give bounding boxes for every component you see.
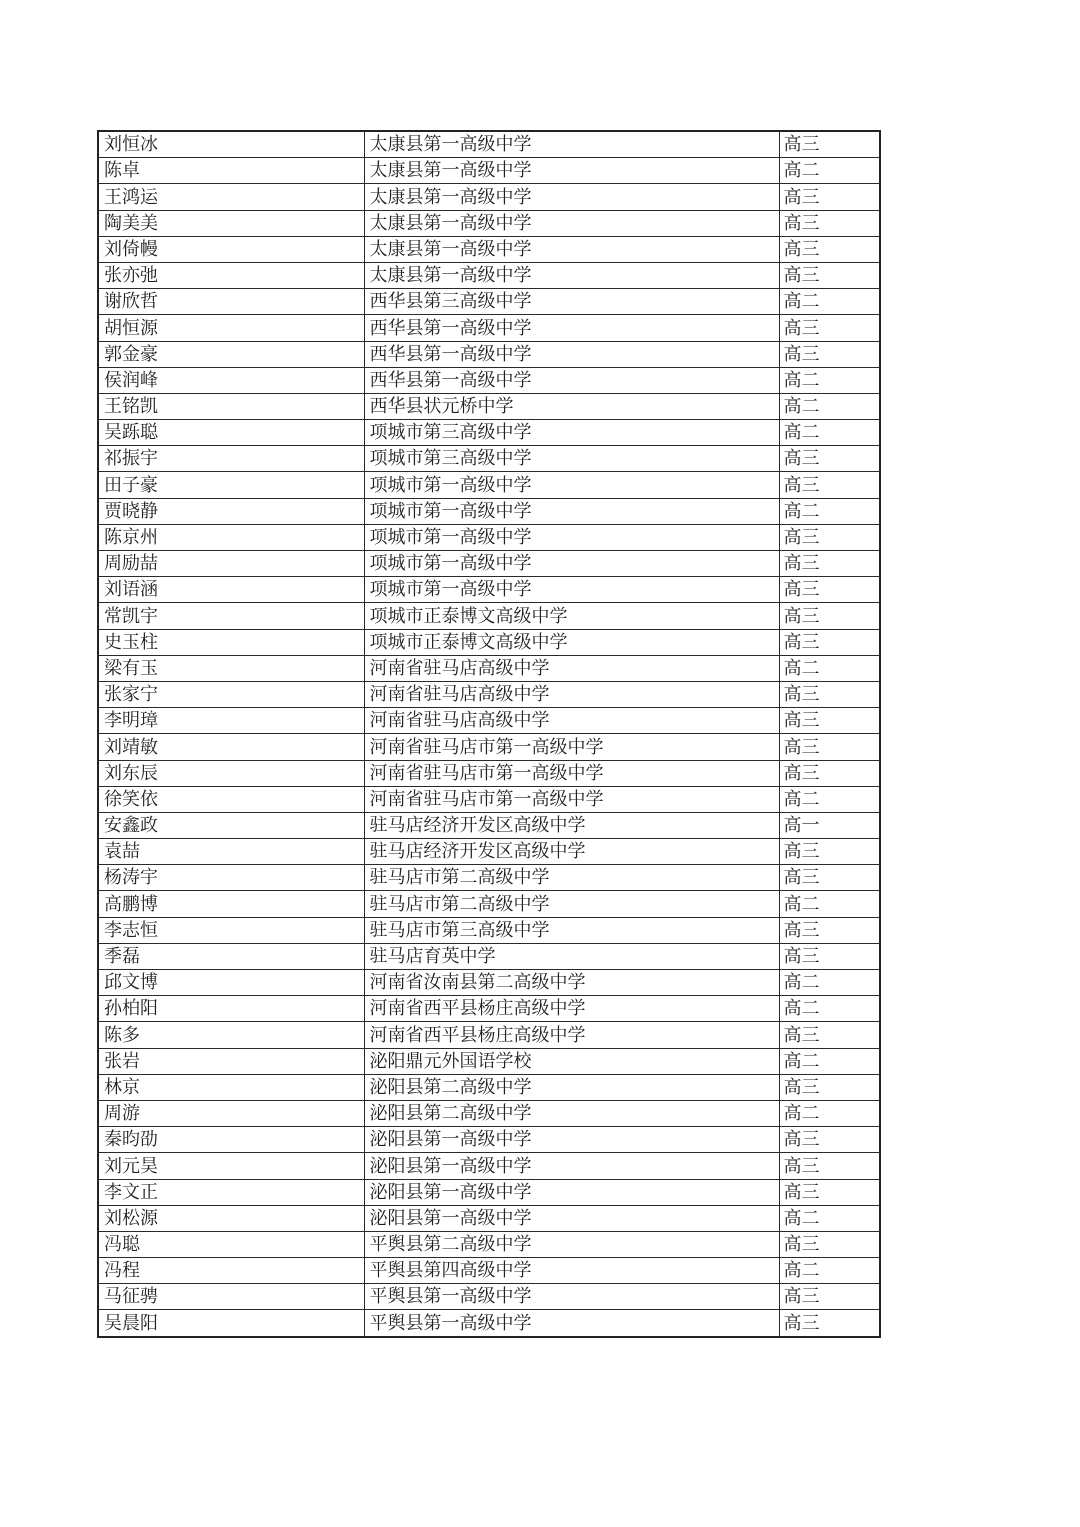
school-name-cell: 太康县第一高级中学 xyxy=(364,210,779,236)
student-name-cell: 徐笑依 xyxy=(98,786,364,812)
roster-body xyxy=(98,131,880,1337)
grade-level-cell: 高二 xyxy=(779,420,880,446)
student-name-cell: 袁喆 xyxy=(98,839,364,865)
grade-level-cell: 高三 xyxy=(779,236,880,262)
grade-level-cell: 高三 xyxy=(779,1022,880,1048)
student-name-cell: 孙柏阳 xyxy=(98,996,364,1022)
school-name-cell: 项城市正泰博文高级中学 xyxy=(364,629,779,655)
grade-level-cell: 高三 xyxy=(779,1179,880,1205)
student-name-cell: 邱文博 xyxy=(98,970,364,996)
table-row xyxy=(98,524,880,550)
student-name-cell: 冯聪 xyxy=(98,1231,364,1257)
student-name-cell: 秦昀劭 xyxy=(98,1127,364,1153)
grade-level-cell: 高三 xyxy=(779,1127,880,1153)
student-name-cell: 安鑫政 xyxy=(98,812,364,838)
grade-level-cell: 高二 xyxy=(779,367,880,393)
table-row xyxy=(98,943,880,969)
table-row xyxy=(98,210,880,236)
grade-level-cell: 高二 xyxy=(779,289,880,315)
grade-level-cell: 高三 xyxy=(779,708,880,734)
grade-level-cell: 高三 xyxy=(779,524,880,550)
grade-level-cell: 高三 xyxy=(779,341,880,367)
school-name-cell: 泌阳县第二高级中学 xyxy=(364,1074,779,1100)
table-row xyxy=(98,996,880,1022)
grade-level-cell: 高二 xyxy=(779,1048,880,1074)
table-row xyxy=(98,1205,880,1231)
student-name-cell: 郭金豪 xyxy=(98,341,364,367)
table-row xyxy=(98,1153,880,1179)
student-name-cell: 贾晓静 xyxy=(98,498,364,524)
school-name-cell: 西华县第三高级中学 xyxy=(364,289,779,315)
student-name-cell: 冯程 xyxy=(98,1258,364,1284)
grade-level-cell: 高二 xyxy=(779,393,880,419)
school-name-cell: 泌阳县第一高级中学 xyxy=(364,1153,779,1179)
grade-level-cell: 高三 xyxy=(779,917,880,943)
student-name-cell: 吴跞聪 xyxy=(98,420,364,446)
school-name-cell: 太康县第一高级中学 xyxy=(364,236,779,262)
table-row xyxy=(98,812,880,838)
student-name-cell: 刘靖敏 xyxy=(98,734,364,760)
student-name-cell: 林京 xyxy=(98,1074,364,1100)
grade-level-cell: 高三 xyxy=(779,839,880,865)
student-name-cell: 季磊 xyxy=(98,943,364,969)
student-name-cell: 刘元昊 xyxy=(98,1153,364,1179)
school-name-cell: 平舆县第四高级中学 xyxy=(364,1258,779,1284)
student-name-cell: 刘语涵 xyxy=(98,577,364,603)
student-name-cell: 谢欣哲 xyxy=(98,289,364,315)
school-name-cell: 驻马店市第二高级中学 xyxy=(364,891,779,917)
school-name-cell: 项城市正泰博文高级中学 xyxy=(364,603,779,629)
school-name-cell: 泌阳县第一高级中学 xyxy=(364,1127,779,1153)
grade-level-cell: 高二 xyxy=(779,158,880,184)
table-row xyxy=(98,315,880,341)
table-row xyxy=(98,236,880,262)
student-name-cell: 王铭凯 xyxy=(98,393,364,419)
school-name-cell: 平舆县第一高级中学 xyxy=(364,1284,779,1310)
school-name-cell: 平舆县第一高级中学 xyxy=(364,1310,779,1337)
school-name-cell: 河南省西平县杨庄高级中学 xyxy=(364,996,779,1022)
school-name-cell: 驻马店育英中学 xyxy=(364,943,779,969)
student-name-cell: 杨涛宇 xyxy=(98,865,364,891)
school-name-cell: 项城市第一高级中学 xyxy=(364,472,779,498)
student-name-cell: 王鸿运 xyxy=(98,184,364,210)
student-name-cell: 陈卓 xyxy=(98,158,364,184)
grade-level-cell: 高三 xyxy=(779,1310,880,1337)
grade-level-cell: 高三 xyxy=(779,943,880,969)
table-row xyxy=(98,420,880,446)
student-name-cell: 刘倚幔 xyxy=(98,236,364,262)
table-row xyxy=(98,393,880,419)
student-roster-table xyxy=(97,130,881,1338)
school-name-cell: 驻马店经济开发区高级中学 xyxy=(364,812,779,838)
grade-level-cell: 高三 xyxy=(779,760,880,786)
school-name-cell: 项城市第一高级中学 xyxy=(364,524,779,550)
school-name-cell: 河南省驻马店高级中学 xyxy=(364,681,779,707)
table-row xyxy=(98,1231,880,1257)
student-name-cell: 李志恒 xyxy=(98,917,364,943)
school-name-cell: 河南省驻马店高级中学 xyxy=(364,655,779,681)
school-name-cell: 河南省驻马店市第一高级中学 xyxy=(364,786,779,812)
table-row xyxy=(98,760,880,786)
table-row xyxy=(98,262,880,288)
table-row xyxy=(98,551,880,577)
table-row xyxy=(98,289,880,315)
school-name-cell: 河南省汝南县第二高级中学 xyxy=(364,970,779,996)
table-row xyxy=(98,577,880,603)
table-row xyxy=(98,341,880,367)
grade-level-cell: 高三 xyxy=(779,577,880,603)
school-name-cell: 河南省驻马店高级中学 xyxy=(364,708,779,734)
grade-level-cell: 高三 xyxy=(779,1153,880,1179)
grade-level-cell: 高三 xyxy=(779,603,880,629)
grade-level-cell: 高一 xyxy=(779,812,880,838)
school-name-cell: 太康县第一高级中学 xyxy=(364,158,779,184)
table-row xyxy=(98,603,880,629)
grade-level-cell: 高三 xyxy=(779,210,880,236)
table-row xyxy=(98,891,880,917)
student-name-cell: 史玉柱 xyxy=(98,629,364,655)
table-row xyxy=(98,367,880,393)
grade-level-cell: 高二 xyxy=(779,1258,880,1284)
grade-level-cell: 高三 xyxy=(779,446,880,472)
student-name-cell: 张家宁 xyxy=(98,681,364,707)
grade-level-cell: 高三 xyxy=(779,184,880,210)
student-name-cell: 李明璋 xyxy=(98,708,364,734)
student-name-cell: 刘东辰 xyxy=(98,760,364,786)
grade-level-cell: 高三 xyxy=(779,131,880,158)
student-name-cell: 高鹏博 xyxy=(98,891,364,917)
grade-level-cell: 高三 xyxy=(779,734,880,760)
student-name-cell: 陈多 xyxy=(98,1022,364,1048)
table-row xyxy=(98,1127,880,1153)
grade-level-cell: 高三 xyxy=(779,629,880,655)
student-name-cell: 田子豪 xyxy=(98,472,364,498)
table-row xyxy=(98,1284,880,1310)
grade-level-cell: 高三 xyxy=(779,1284,880,1310)
school-name-cell: 项城市第三高级中学 xyxy=(364,446,779,472)
grade-level-cell: 高三 xyxy=(779,472,880,498)
table-row xyxy=(98,1022,880,1048)
table-row xyxy=(98,839,880,865)
school-name-cell: 西华县第一高级中学 xyxy=(364,341,779,367)
student-name-cell: 周游 xyxy=(98,1100,364,1126)
school-name-cell: 泌阳县第一高级中学 xyxy=(364,1179,779,1205)
table-row xyxy=(98,472,880,498)
student-name-cell: 侯润峰 xyxy=(98,367,364,393)
grade-level-cell: 高三 xyxy=(779,865,880,891)
school-name-cell: 项城市第一高级中学 xyxy=(364,498,779,524)
table-row xyxy=(98,734,880,760)
grade-level-cell: 高三 xyxy=(779,1074,880,1100)
table-row xyxy=(98,970,880,996)
table-row xyxy=(98,629,880,655)
table-row xyxy=(98,1179,880,1205)
school-name-cell: 泌阳县第二高级中学 xyxy=(364,1100,779,1126)
table-row xyxy=(98,786,880,812)
student-name-cell: 刘恒冰 xyxy=(98,131,364,158)
school-name-cell: 西华县第一高级中学 xyxy=(364,367,779,393)
table-row xyxy=(98,865,880,891)
student-name-cell: 梁有玉 xyxy=(98,655,364,681)
student-name-cell: 刘松源 xyxy=(98,1205,364,1231)
table-row xyxy=(98,158,880,184)
table-row xyxy=(98,681,880,707)
school-name-cell: 太康县第一高级中学 xyxy=(364,131,779,158)
school-name-cell: 驻马店市第三高级中学 xyxy=(364,917,779,943)
grade-level-cell: 高三 xyxy=(779,681,880,707)
table-row xyxy=(98,131,880,158)
grade-level-cell: 高二 xyxy=(779,1205,880,1231)
student-name-cell: 吴晨阳 xyxy=(98,1310,364,1337)
student-name-cell: 张亦弛 xyxy=(98,262,364,288)
table-row xyxy=(98,184,880,210)
student-name-cell: 陈京州 xyxy=(98,524,364,550)
grade-level-cell: 高二 xyxy=(779,655,880,681)
student-name-cell: 马征骋 xyxy=(98,1284,364,1310)
grade-level-cell: 高二 xyxy=(779,996,880,1022)
student-name-cell: 胡恒源 xyxy=(98,315,364,341)
grade-level-cell: 高二 xyxy=(779,970,880,996)
grade-level-cell: 高二 xyxy=(779,498,880,524)
school-name-cell: 驻马店经济开发区高级中学 xyxy=(364,839,779,865)
table-row xyxy=(98,446,880,472)
student-name-cell: 张岩 xyxy=(98,1048,364,1074)
school-name-cell: 河南省驻马店市第一高级中学 xyxy=(364,734,779,760)
table-row xyxy=(98,917,880,943)
table-row xyxy=(98,1310,880,1337)
grade-level-cell: 高二 xyxy=(779,1100,880,1126)
table-row xyxy=(98,1100,880,1126)
student-name-cell: 陶美美 xyxy=(98,210,364,236)
grade-level-cell: 高二 xyxy=(779,891,880,917)
school-name-cell: 项城市第三高级中学 xyxy=(364,420,779,446)
table-row xyxy=(98,708,880,734)
school-name-cell: 项城市第一高级中学 xyxy=(364,577,779,603)
table-row xyxy=(98,498,880,524)
school-name-cell: 西华县第一高级中学 xyxy=(364,315,779,341)
school-name-cell: 西华县状元桥中学 xyxy=(364,393,779,419)
student-name-cell: 祁振宇 xyxy=(98,446,364,472)
grade-level-cell: 高三 xyxy=(779,1231,880,1257)
school-name-cell: 项城市第一高级中学 xyxy=(364,551,779,577)
student-name-cell: 常凯宇 xyxy=(98,603,364,629)
school-name-cell: 驻马店市第二高级中学 xyxy=(364,865,779,891)
grade-level-cell: 高二 xyxy=(779,786,880,812)
school-name-cell: 河南省驻马店市第一高级中学 xyxy=(364,760,779,786)
table-row xyxy=(98,1048,880,1074)
school-name-cell: 太康县第一高级中学 xyxy=(364,184,779,210)
student-name-cell: 周励喆 xyxy=(98,551,364,577)
table-row xyxy=(98,1074,880,1100)
grade-level-cell: 高三 xyxy=(779,315,880,341)
school-name-cell: 平舆县第二高级中学 xyxy=(364,1231,779,1257)
school-name-cell: 河南省西平县杨庄高级中学 xyxy=(364,1022,779,1048)
school-name-cell: 泌阳鼎元外国语学校 xyxy=(364,1048,779,1074)
student-name-cell: 李文正 xyxy=(98,1179,364,1205)
school-name-cell: 太康县第一高级中学 xyxy=(364,262,779,288)
table-row xyxy=(98,655,880,681)
school-name-cell: 泌阳县第一高级中学 xyxy=(364,1205,779,1231)
grade-level-cell: 高三 xyxy=(779,262,880,288)
grade-level-cell: 高三 xyxy=(779,551,880,577)
table-row xyxy=(98,1258,880,1284)
